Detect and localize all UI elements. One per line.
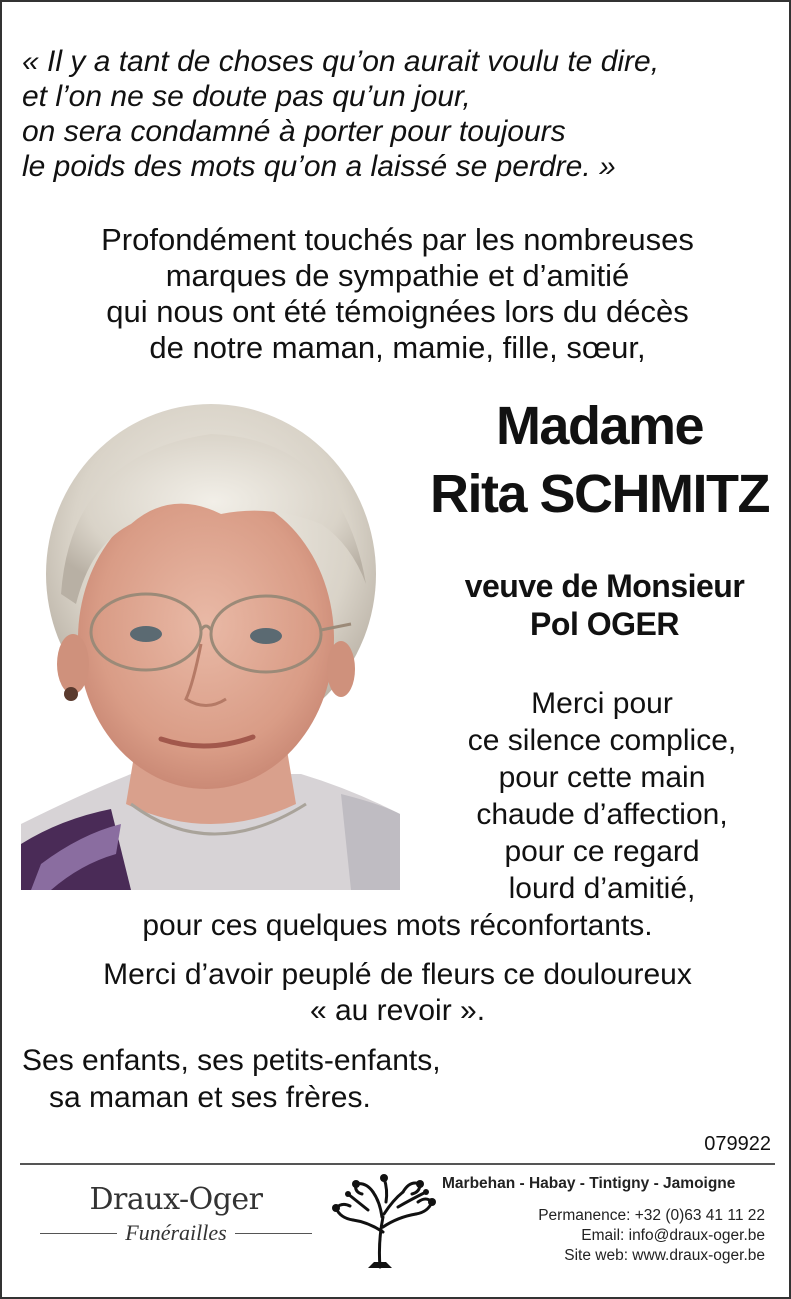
thanks-line: lourd d’amitié, [508, 872, 696, 905]
funeral-home-name: Draux-Oger [89, 1182, 263, 1217]
funeral-home-contact [439, 1174, 765, 1266]
phone-line: Permanence: +32 (0)63 41 11 22 [538, 1207, 765, 1224]
flowers-line: Merci d’avoir peuplé de fleurs ce douloureux [103, 958, 692, 991]
widow-line: veuve de Monsieur [464, 568, 745, 604]
intro-text [22, 222, 773, 366]
thanks-text [442, 685, 762, 907]
quote-line: et l’on ne se doute pas qu’un jour, [22, 80, 471, 113]
widow-line: Pol OGER [530, 606, 679, 642]
family-signature [22, 1042, 622, 1116]
divider [40, 1233, 117, 1234]
intro-line: de notre maman, mamie, fille, sœur, [149, 330, 646, 365]
quote-line: « Il y a tant de choses qu’on aurait voulu te dire, [22, 45, 660, 78]
divider [235, 1233, 312, 1234]
widow-of [422, 567, 787, 643]
intro-line: marques de sympathie et d’amitié [165, 258, 630, 293]
name-title: Madame [495, 396, 704, 456]
locations: Marbehan - Habay - Tintigny - Jamoigne [442, 1175, 736, 1192]
thanks-line: pour cette main [498, 761, 706, 794]
family-line: sa maman et ses frères. [49, 1081, 371, 1114]
tree-icon [328, 1172, 438, 1272]
funeral-home-logo [40, 1182, 312, 1246]
quote-line: le poids des mots qu’on a laissé se perdre. » [22, 150, 616, 183]
flowers-line: « au revoir ». [309, 994, 486, 1027]
name-full: Rita SCHMITZ [430, 464, 769, 524]
funeral-home-subtitle: Funérailles [125, 1220, 227, 1245]
thanks-line: chaude d’affection, [476, 798, 728, 831]
thanks-line: Merci pour [531, 687, 673, 720]
footer-divider [20, 1163, 775, 1165]
poem-quote [22, 44, 772, 184]
reference-number: 079922 [704, 1133, 771, 1155]
family-line: Ses enfants, ses petits-enfants, [22, 1044, 441, 1077]
quote-line: on sera condamné à porter pour toujours [22, 115, 566, 148]
intro-line: qui nous ont été témoignées lors du décès [106, 294, 689, 329]
thanks-line: pour ce regard [504, 835, 700, 868]
portrait-photo [21, 394, 400, 890]
deceased-name [422, 392, 777, 528]
website-line: Site web: www.draux-oger.be [564, 1247, 765, 1264]
intro-line: Profondément touchés par les nombreuses [101, 222, 694, 257]
flowers-text [22, 957, 773, 1029]
thanks-line: ce silence complice, [467, 724, 737, 757]
funeral-home-subtitle-row [40, 1220, 312, 1246]
thanks-last-line: pour ces quelques mots réconfortants. [142, 909, 653, 942]
email-line: Email: info@draux-oger.be [581, 1227, 765, 1244]
